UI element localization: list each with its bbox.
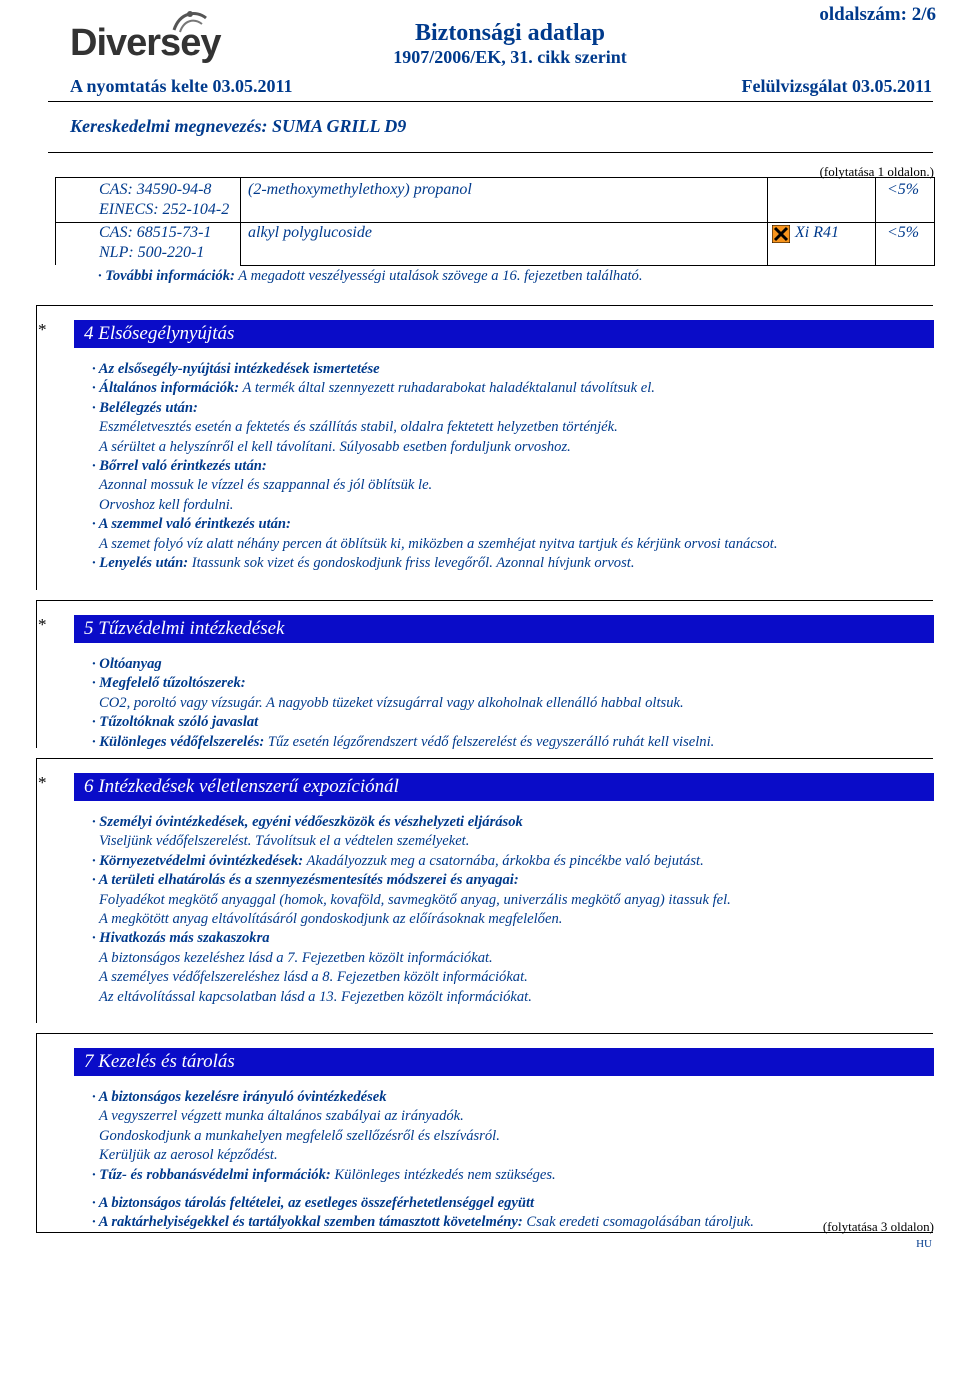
section-line: [92, 813, 731, 832]
section-line: [92, 1127, 754, 1146]
ingredient-2-hazard: Xi R41: [795, 224, 839, 241]
section-6-left-rule: [36, 758, 37, 1023]
section-line: [92, 379, 777, 398]
section-line: [92, 554, 777, 573]
section-line: [92, 360, 777, 379]
line-text: Kerüljük az aerosol képződést.: [99, 1147, 278, 1164]
line-text: A sérültet a helyszínről el kell távolítani. Súlyosabb esetben forduljunk orvoshoz.: [99, 438, 571, 455]
line-label: · Személyi óvintézkedések, egyéni védőeszközök és vészhelyzeti eljárások: [92, 814, 523, 830]
line-text: A szemet folyó víz alatt néhány percen át öblítsük ki, miközben a szemhéjat nyitva tartjuk és kérjünk orvosi tanácsot.: [99, 535, 778, 552]
section-line: [92, 929, 731, 948]
section-5-top-rule: [36, 600, 933, 601]
section-6-body: [92, 813, 731, 1007]
line-label: · Lenyelés után:: [92, 555, 189, 572]
section-line: [92, 852, 731, 871]
section-7-top-rule: [36, 1033, 933, 1034]
line-label: · Tűzoltóknak szóló javaslat: [92, 714, 259, 731]
ingredient-2-cas: CAS: 68515-73-1: [99, 224, 212, 241]
ingredient-2-concentration: <5%: [887, 224, 920, 241]
section-line: [92, 457, 777, 476]
line-text: Csak eredeti csomagolásában tároljuk.: [522, 1214, 754, 1231]
line-text: A biztonságos kezeléshez lásd a 7. Fejezetben közölt információkat.: [99, 949, 493, 966]
section-line: [92, 399, 777, 418]
line-label: · Környezetvédelmi óvintézkedések:: [92, 852, 304, 869]
line-text: Gondoskodjunk a munkahelyen megfelelő szellőzésről és elszívásról.: [99, 1127, 500, 1144]
bottom-frame: [36, 1232, 933, 1243]
line-text: A személyes védőfelszereléshez lásd a 8. Fejezetben közölt információkat.: [99, 969, 528, 986]
section-line: [92, 496, 777, 515]
section-line: [92, 968, 731, 987]
section-line: [92, 910, 731, 929]
line-text: Akadályozzuk meg a csatornába, árkokba és pincékbe való bejutást.: [303, 852, 704, 869]
section-6-change-mark: *: [38, 773, 47, 792]
line-text: Az eltávolítással kapcsolatban lásd a 13. Fejezetben közölt információkat.: [99, 988, 532, 1005]
line-text: Folyadékot megkötő anyaggal (homok, kovaföld, savmegkötő anyag, univerzális megkötő anyag) itassuk fel.: [99, 891, 731, 908]
line-label: · A szemmel való érintkezés után:: [92, 516, 291, 533]
ingredients-note-label: · További információk:: [98, 268, 235, 284]
section-line: [92, 1088, 754, 1107]
line-text: CO2, poroltó vagy vízsugár. A nagyobb tüzeket vízsugárral vagy alkoholnak ellenálló habbal oltsuk.: [99, 694, 684, 711]
section-5-change-mark: *: [38, 615, 47, 634]
line-text: A megkötött anyag eltávolításáról gondoskodjunk az előírásoknak megfelelően.: [99, 911, 563, 928]
line-label: · Általános információk:: [92, 380, 240, 397]
section-4-title: 4 Elsősegélynyújtás: [74, 320, 934, 348]
ingredient-2-nlp: NLP: 500-220-1: [99, 244, 205, 261]
section-line: [92, 713, 714, 732]
language-code: HU: [916, 1238, 932, 1250]
section-7-left-rule: [36, 1033, 37, 1232]
spacer: [92, 1185, 754, 1194]
section-line: [92, 674, 714, 693]
section-line: [92, 655, 714, 674]
document-title: Biztonsági adatlap: [414, 20, 606, 46]
section-line: [92, 1194, 754, 1213]
ingredient-2-name: alkyl polyglucoside: [248, 224, 372, 241]
continuation-top: (folytatása 1 oldalon.): [819, 164, 934, 179]
line-label: · A területi elhatárolás és a szennyezésmentesítés módszerei és anyagai:: [92, 872, 519, 889]
line-label: · A biztonságos tárolás feltételei, az esetleges összeférhetetlenséggel együtt: [92, 1195, 535, 1212]
section-line: [92, 1107, 754, 1126]
logo-text: Diversey: [70, 22, 221, 64]
line-text: Orvoshoz kell fordulni.: [99, 496, 234, 513]
section-line: [92, 988, 731, 1007]
review-date: Felülvizsgálat 03.05.2011: [741, 76, 932, 96]
line-text: A termék által szennyezett ruhadarabokat haladéktalanul távolítsuk el.: [239, 380, 655, 397]
section-line: [92, 733, 714, 752]
section-line: [92, 535, 777, 554]
document-subtitle: 1907/2006/EK, 31. cikk szerint: [393, 47, 627, 67]
section-line: [92, 1166, 754, 1185]
ingredient-1-einecs: EINECS: 252-104-2: [99, 201, 230, 218]
section-4-top-rule: [36, 305, 933, 306]
section-6-top-rule: [36, 758, 933, 759]
product-name: Kereskedelmi megnevezés: SUMA GRILL D9: [70, 116, 407, 136]
ingredients-note-text: A megadott veszélyességi utalások szövege a 16. fejezetben található.: [234, 268, 643, 284]
header-divider: [48, 101, 933, 102]
line-label: · Az elsősegély-nyújtási intézkedések ismertetése: [92, 361, 380, 377]
section-line: [92, 515, 777, 534]
line-text: Különleges intézkedés nem szükséges.: [330, 1166, 556, 1183]
section-5-title: 5 Tűzvédelmi intézkedések: [74, 615, 934, 643]
section-7-body: [92, 1088, 754, 1233]
line-label: · Különleges védőfelszerelés:: [92, 733, 265, 750]
line-label: · Oltóanyag: [92, 656, 162, 672]
line-text: Viseljünk védőfelszerelést. Távolítsuk el a védtelen személyeket.: [99, 833, 470, 850]
section-line: [92, 476, 777, 495]
continuation-bottom: (folytatása 3 oldalon): [822, 1219, 934, 1234]
irritant-hazard-icon: [772, 225, 790, 243]
section-line: [92, 418, 777, 437]
line-label: · A raktárhelyiségekkel és tartályokkal szemben támasztott követelmény:: [92, 1214, 523, 1231]
ingredients-table: [55, 177, 935, 265]
ingredient-1-name: (2-methoxymethylethoxy) propanol: [248, 181, 472, 198]
section-line: [92, 1146, 754, 1165]
line-text: Eszméletvesztés esetén a fektetés és szállítás stabil, oldalra fektetett helyzetben történjék.: [99, 419, 618, 436]
line-text: Azonnal mossuk le vízzel és szappannal és jól öblítsük le.: [99, 477, 433, 494]
line-text: Tűz esetén légzőrendszert védő felszerelést és vegyszerálló ruhát kell viselni.: [264, 733, 715, 750]
line-label: · Bőrrel való érintkezés után:: [92, 458, 267, 475]
line-text: A vegyszerrel végzett munka általános szabályai az irányadók.: [99, 1108, 464, 1125]
section-line: [92, 694, 714, 713]
print-date: A nyomtatás kelte 03.05.2011: [70, 76, 293, 96]
section-line: [92, 949, 731, 968]
page-number: oldalszám: 2/6: [819, 4, 936, 25]
line-label: · Hivatkozás más szakaszokra: [92, 930, 270, 947]
section-4-body: [92, 360, 777, 573]
line-label: · A biztonságos kezelésre irányuló óvintézkedések: [92, 1089, 387, 1105]
ingredients-note: [98, 267, 643, 286]
section-4-left-rule: [36, 305, 37, 590]
ingredient-1-concentration: <5%: [887, 181, 920, 198]
section-7-title: 7 Kezelés és tárolás: [74, 1048, 934, 1076]
section-5-left-rule: [36, 600, 37, 748]
section-line: [92, 871, 731, 890]
line-label: · Tűz- és robbanásvédelmi információk:: [92, 1166, 331, 1183]
section-line: [92, 832, 731, 851]
section-4-change-mark: *: [38, 320, 47, 339]
line-label: · Megfelelő tűzoltószerek:: [92, 675, 246, 692]
section-line: [92, 438, 777, 457]
ingredient-1-cas: CAS: 34590-94-8: [99, 181, 212, 198]
line-text: Itassunk sok vizet és gondoskodjunk friss levegőről. Azonnal hívjunk orvost.: [188, 555, 635, 572]
section-line: [92, 891, 731, 910]
product-divider: [48, 152, 933, 153]
line-label: · Belélegzés után:: [92, 399, 198, 416]
diversey-logo: [70, 8, 230, 68]
section-6-title: 6 Intézkedések véletlenszerű expozíciónál: [74, 773, 934, 801]
section-5-body: [92, 655, 714, 752]
section-line: [92, 1213, 754, 1232]
